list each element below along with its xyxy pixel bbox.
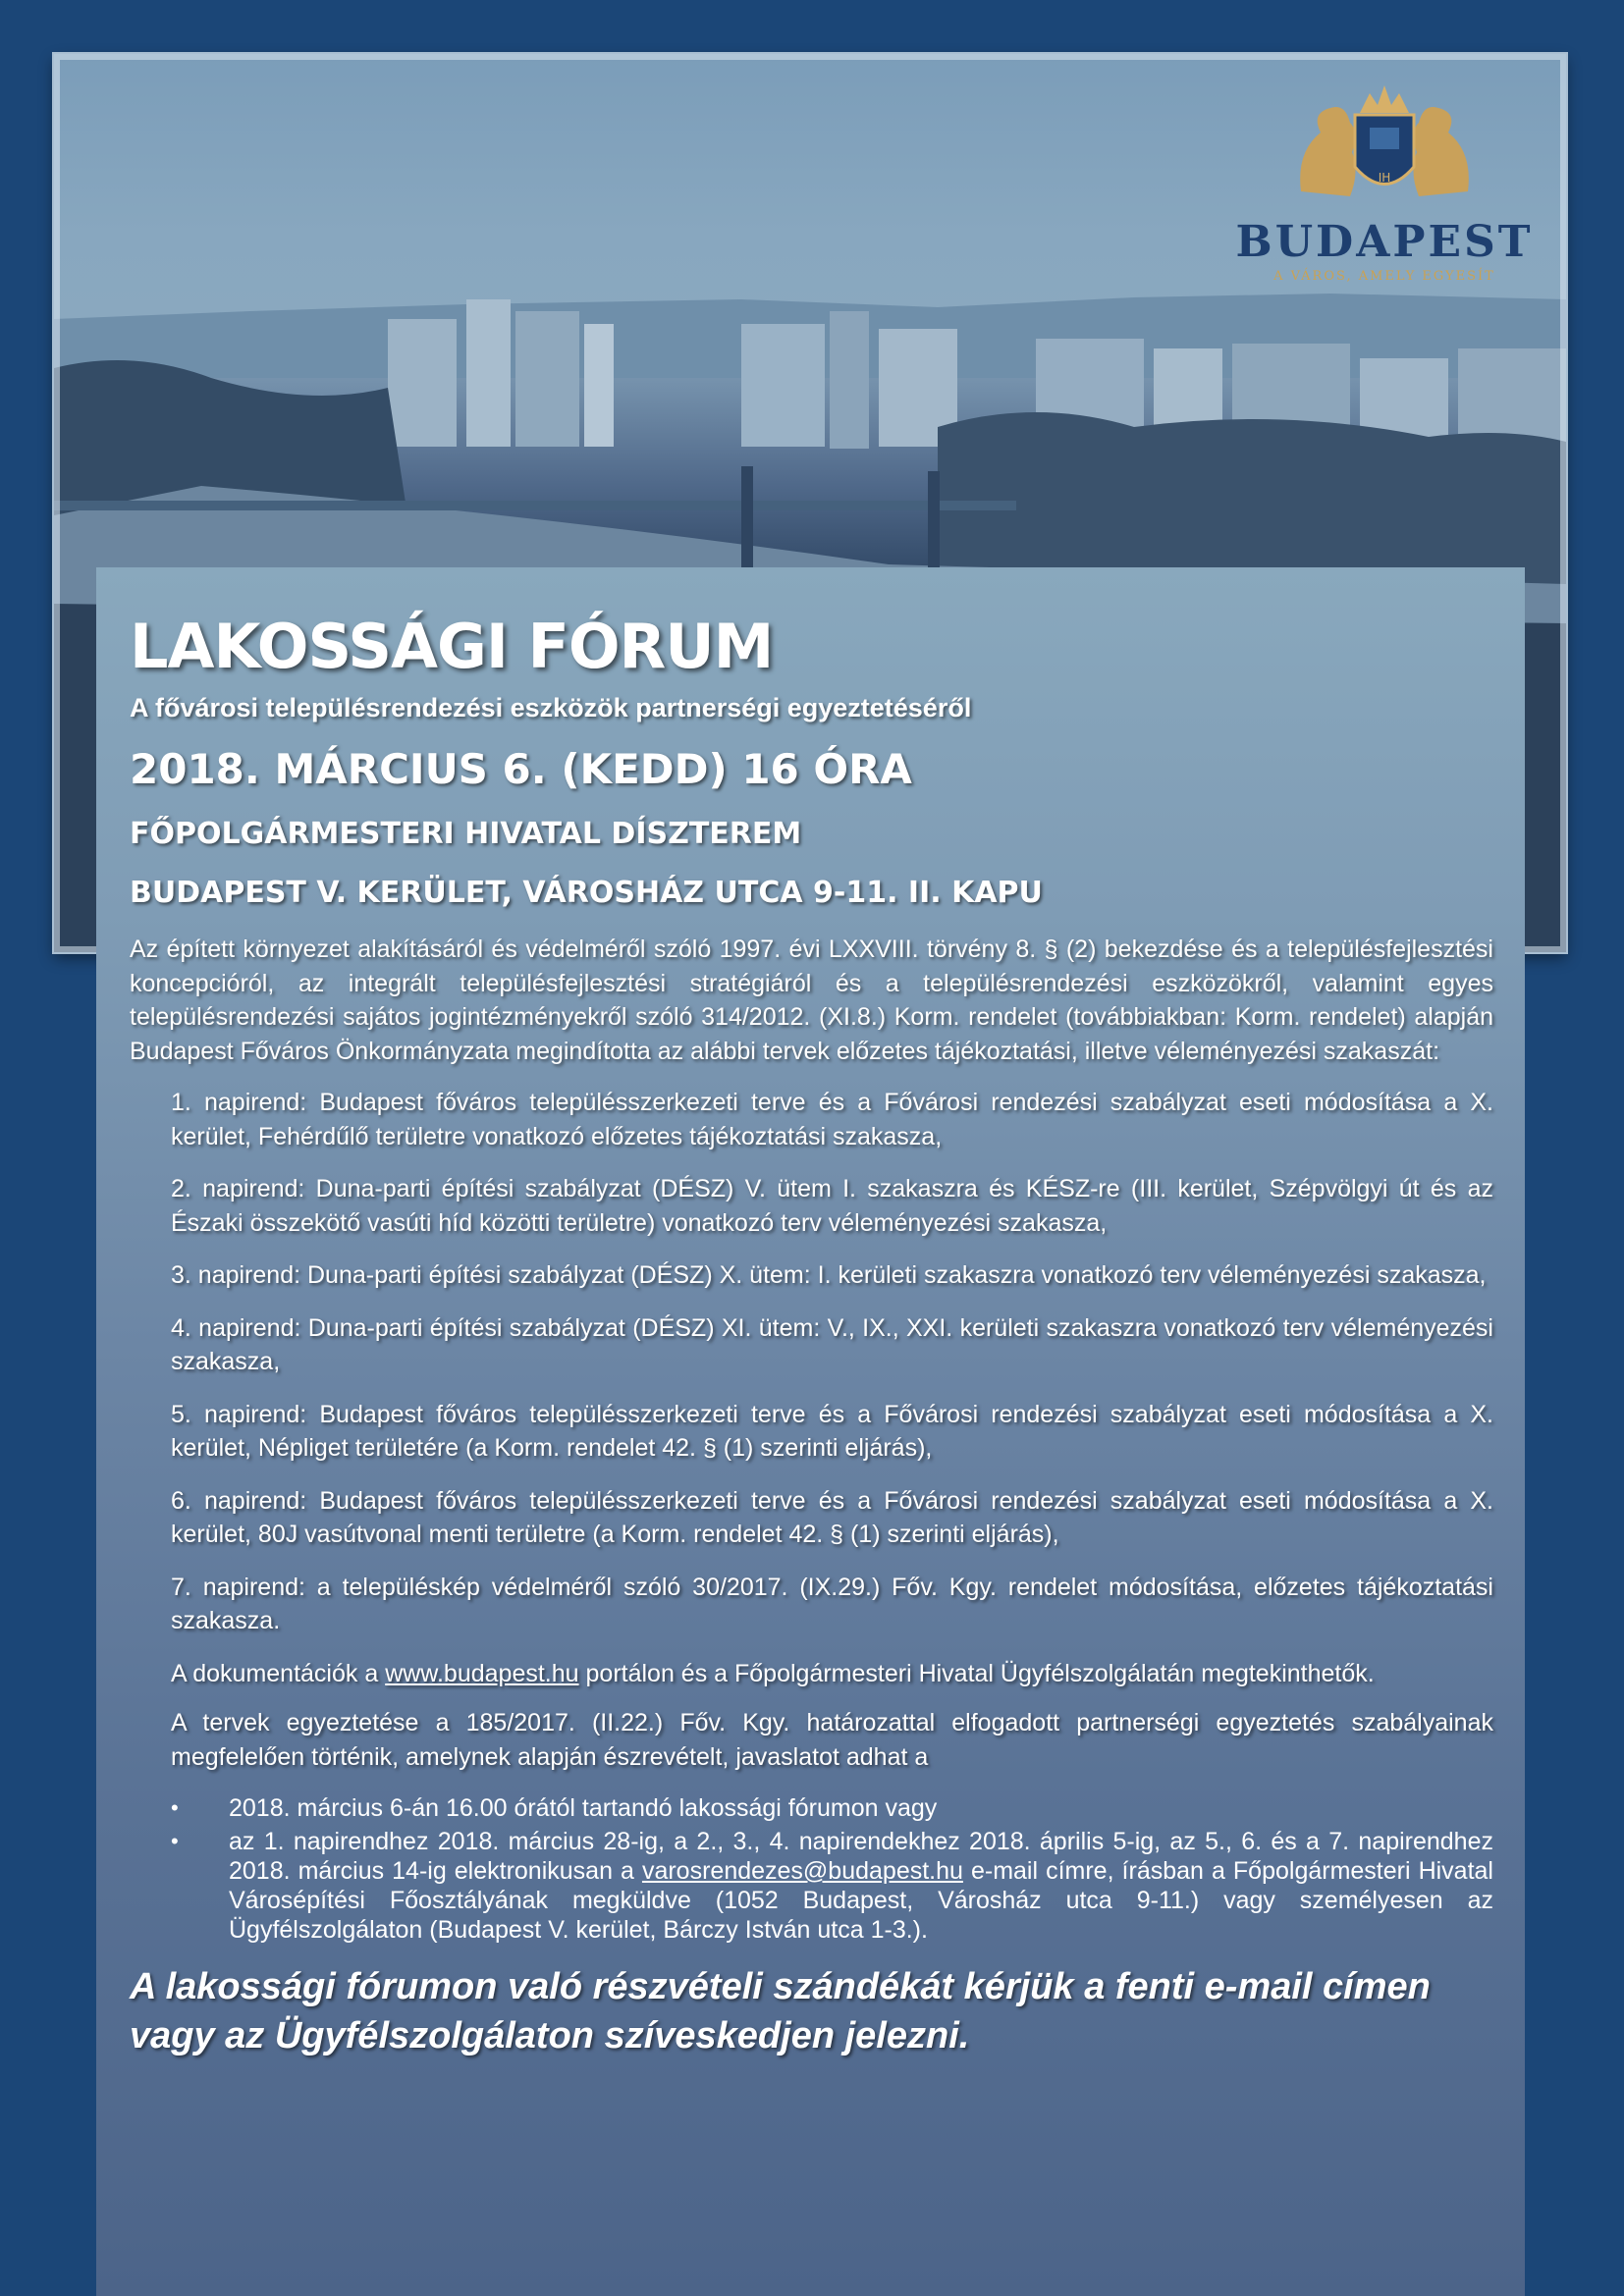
coordination-paragraph: A tervek egyeztetése a 185/2017. (II.22.) Főv. Kgy. határozattal elfogadott partnerségi egyeztetés szabályainak megfelelően történik, amelynek alapján észrevételt, javaslatot adhat a [171, 1709, 1493, 1771]
page-title: LAKOSSÁGI FÓRUM [130, 611, 774, 682]
event-address: BUDAPEST V. KERÜLET, VÁROSHÁZ UTCA 9-11. II. KAPU [130, 876, 1043, 910]
bullet-marker: • [171, 1829, 179, 1853]
bullet-marker: • [171, 1795, 179, 1820]
documents-paragraph [130, 1657, 1493, 1691]
bullet-text: 2018. március 6-án 16.00 órától tartandó lakossági fórumon vagy [229, 1794, 938, 1822]
budapest-coat-of-arms-icon [1291, 74, 1478, 211]
announcement-card [96, 567, 1525, 2296]
agenda-item: 3. napirend: Duna-parti építési szabályzat (DÉSZ) X. ütem: I. kerületi szakaszra vonatkozó terv véleményezési szakasza, [171, 1261, 1487, 1289]
agenda-item: 4. napirend: Duna-parti építési szabályzat (DÉSZ) XI. ütem: V., IX., XXI. kerületi szakaszra vonatkozó terv véleményezési szakasza, [171, 1313, 1493, 1375]
budapest-logo [1232, 74, 1537, 329]
agenda-item: 7. napirend: a településkép védelméről szóló 30/2017. (IX.29.) Főv. Kgy. rendelet módosítása, előzetes tájékoztatási szakasza. [171, 1573, 1493, 1634]
list-item [171, 1793, 1493, 1823]
bullet-text-after: e-mail címre, írásban a Főpolgármesteri Hivatal Városépítési Főosztályának megküldve (1052 Budapest, Városház utca 9-11.) vagy személyesen az Ügyfélszolgálaton (Budapest V. kerület, Bárczy István utca 1-3.). [229, 1857, 1493, 1944]
comment-options-list [130, 1793, 1493, 1945]
email-link[interactable]: varosrendezes@budapest.hu [641, 1857, 963, 1885]
intro-paragraph: Az épített környezet alakításáról és védelméről szóló 1997. évi LXXVIII. törvény 8. § (2) bekezdése és a településfejlesztési koncepcióról, az integrált településfejlesztési stratégiáról és a településrendezési eszközökről, valamint egyes településrendezési sajátos jogintézményekről szóló 314/2012. (XI.8.) Korm. rendelet (továbbiakban: Korm. rendelet) alapján Budapest Főváros Önkormányzata megindította az alábbi tervek előzetes tájékoztatási, illetve véleményezési szakaszát: [130, 935, 1493, 1065]
subtitle: A fővárosi településrendezési eszközök partnerségi egyeztetéséről [130, 693, 972, 722]
agenda-list [130, 1086, 1493, 1638]
agenda-item: 2. napirend: Duna-parti építési szabályzat (DÉSZ) V. ütem I. szakaszra és KÉSZ-re (III. kerület, Szépvölgyi út és az Északi összekötő vasúti híd közötti területre) vonatkozó terv véleményezési szakasza, [171, 1175, 1493, 1237]
logo-tagline: A VÁROS, AMELY EGYESÍT [1273, 269, 1495, 284]
event-venue: FŐPOLGÁRMESTERI HIVATAL DÍSZTEREM [130, 817, 802, 851]
closing-statement: A lakossági fórumon való részvételi szándékát kérjük a fenti e-mail címen vagy az Ügyfélszolgálaton szíveskedjen jelezni. [130, 1966, 1431, 2056]
svg-text:IH: IH [1378, 171, 1391, 185]
documents-text-after: portálon és a Főpolgármesteri Hivatal Ügyfélszolgálatán megtekinthetők. [578, 1659, 1375, 1687]
agenda-item: 6. napirend: Budapest főváros településszerkezeti terve és a Fővárosi rendezési szabályzat eseti módosítása a X. kerület, 80J vasútvonal menti területre (a Korm. rendelet 42. § (1) szerinti eljárás), [171, 1486, 1493, 1548]
agenda-item: 5. napirend: Budapest főváros településszerkezeti terve és a Fővárosi rendezési szabályzat eseti módosítása a X. kerület, Népliget területére (a Korm. rendelet 42. § (1) szerinti eljárás), [171, 1400, 1493, 1462]
agenda-item: 1. napirend: Budapest főváros településszerkezeti terve és a Fővárosi rendezési szabályzat eseti módosítása a X. kerület, Fehérdűlő területre vonatkozó előzetes tájékoztatási szakasza, [171, 1089, 1493, 1150]
bullet-text-before: az 1. napirendhez 2018. március 28-ig, a 2., 3., 4. napirendekhez 2018. április 5-ig, az 5., 6. és a 7. napirendhez 2018. március 14-ig elektronikusan a [229, 1828, 1493, 1885]
budapest-website-link[interactable]: www.budapest.hu [385, 1659, 579, 1687]
event-date: 2018. MÁRCIUS 6. (KEDD) 16 ÓRA [130, 745, 912, 793]
documents-text-before: A dokumentációk a [171, 1659, 386, 1687]
list-item [171, 1827, 1493, 1945]
logo-wordmark: BUDAPEST [1235, 217, 1534, 267]
